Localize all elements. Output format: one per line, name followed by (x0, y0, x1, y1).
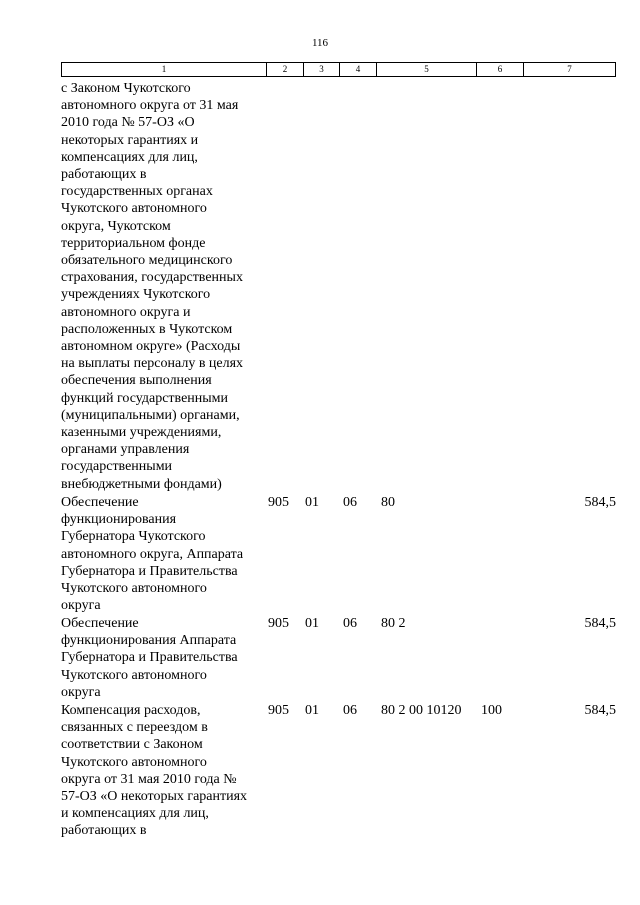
table-header (61, 62, 616, 77)
row-cell-col-4: 06 (343, 495, 357, 510)
row-cell-col-3: 01 (305, 616, 319, 631)
description-line: Чукотского автономного (61, 667, 207, 683)
description-line: округа (61, 598, 101, 614)
row-cell-col-2: 905 (268, 495, 289, 510)
description-line: обязательного медицинского (61, 253, 233, 269)
row-description (61, 494, 271, 614)
row-cell-col-3: 01 (305, 703, 319, 718)
row-cell-col-2: 905 (268, 703, 289, 718)
description-line: Чукотского автономного (61, 581, 207, 597)
header-col-5: 5 (377, 63, 477, 76)
header-col-4: 4 (340, 63, 377, 76)
row-cell-col-7: 584,5 (584, 616, 616, 631)
description-line: Губернатора и Правительства (61, 650, 238, 666)
row-description (61, 80, 271, 493)
description-line: соответствии с Законом (61, 737, 203, 753)
description-line: и компенсациях для лиц, (61, 806, 209, 822)
description-line: автономного округа, Аппарата (61, 546, 244, 562)
row-cell-col-5: 80 (381, 495, 395, 510)
description-line: с Законом Чукотского (61, 81, 191, 96)
description-line: 2010 года № 57-ОЗ «О (61, 115, 195, 131)
row-cell-col-7: 584,5 (584, 495, 616, 510)
row-cell-col-7: 584,5 (584, 703, 616, 718)
header-col-1: 1 (62, 63, 267, 76)
description-line: автономном округе» (Расходы (61, 339, 241, 355)
row-cell-col-6: 100 (481, 703, 502, 718)
description-line: округа (61, 684, 101, 700)
description-line: государственными (61, 459, 173, 475)
description-line: на выплаты персоналу в целях (61, 356, 244, 372)
description-line: 57-ОЗ «О некоторых гарантиях (61, 789, 248, 805)
description-line: автономного округа от 31 мая (61, 98, 239, 114)
description-line: функционирования (61, 512, 177, 528)
description-line: функционирования Аппарата (61, 633, 237, 649)
description-line: органами управления (61, 442, 190, 458)
header-col-7: 7 (567, 64, 572, 74)
row-cell-col-2: 905 (268, 616, 289, 631)
description-line: территориальном фонде (61, 235, 206, 251)
description-line: Обеспечение (61, 616, 139, 631)
description-line: внебюджетными фондами) (61, 476, 222, 492)
description-line: связанных с переездом в (61, 720, 208, 736)
row-description (61, 615, 271, 701)
description-line: работающих в (61, 167, 147, 183)
description-line: казенными учреждениями, (61, 425, 222, 441)
description-line: страхования, государственных (61, 270, 243, 286)
description-line: Губернатора и Правительства (61, 563, 238, 579)
description-line: государственных органах (61, 184, 213, 200)
description-line: некоторых гарантиях и (61, 132, 199, 148)
description-line: Компенсация расходов, (61, 703, 201, 718)
row-cell-col-3: 01 (305, 495, 319, 510)
row-cell-col-4: 06 (343, 616, 357, 631)
row-description (61, 702, 271, 840)
description-line: Чукотского автономного (61, 754, 207, 770)
description-line: компенсациях для лиц, (61, 149, 198, 165)
description-line: округа от 31 мая 2010 года № (61, 771, 237, 787)
description-line: округа, Чукотском (61, 218, 171, 234)
description-line: обеспечения выполнения (61, 373, 212, 389)
description-line: Губернатора Чукотского (61, 529, 206, 545)
header-col-2: 2 (267, 63, 304, 76)
description-line: функций государственными (61, 390, 229, 406)
description-line: Чукотского автономного (61, 201, 207, 217)
page-number: 116 (311, 37, 329, 49)
description-line: расположенных в Чукотском (61, 321, 233, 337)
description-line: автономного округа и (61, 304, 191, 320)
description-line: учреждениях Чукотского (61, 287, 211, 303)
row-cell-col-5: 80 2 00 10120 (381, 703, 462, 718)
header-col-3: 3 (304, 63, 340, 76)
row-cell-col-4: 06 (343, 703, 357, 718)
description-line: (муниципальными) органами, (61, 407, 240, 423)
row-cell-col-5: 80 2 (381, 616, 406, 631)
description-line: Обеспечение (61, 495, 139, 510)
header-col-6: 6 (477, 63, 524, 76)
description-line: работающих в (61, 823, 147, 839)
